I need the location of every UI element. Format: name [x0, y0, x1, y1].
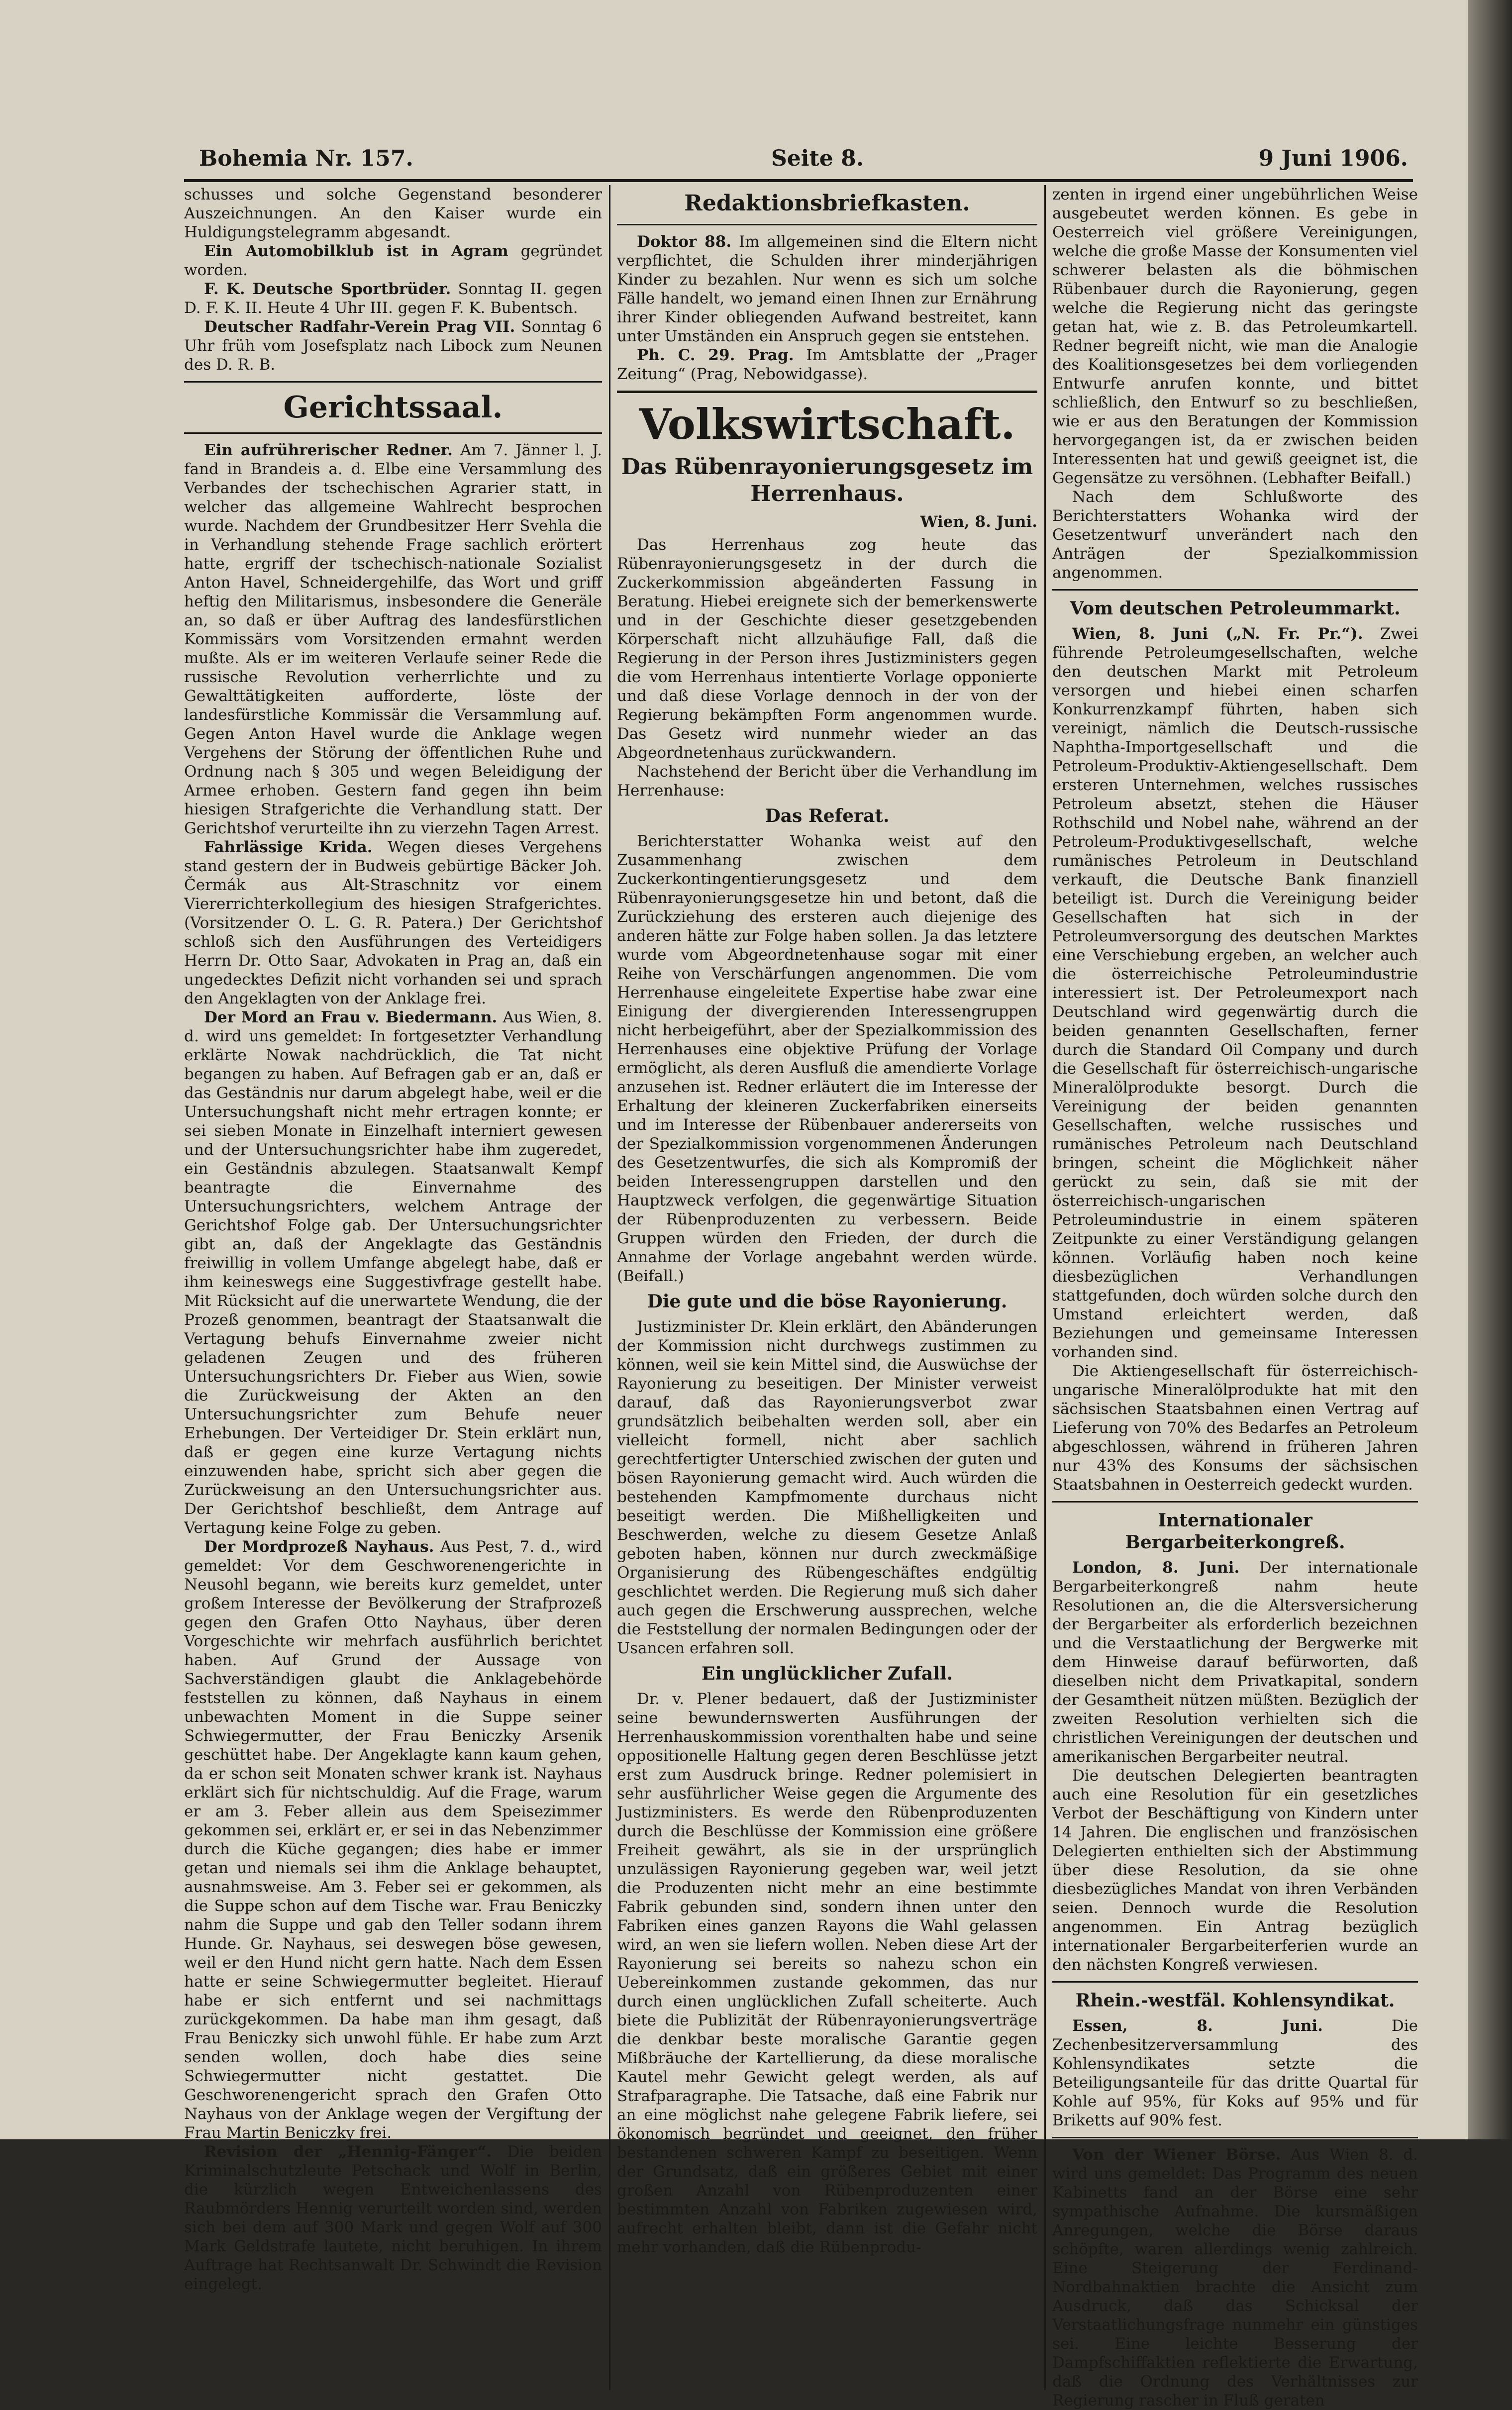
article-text: Sonntag II. gegen D. F. K. II. Heute 4 Uhr III. gegen F. K. Bubentsch.: [184, 280, 603, 317]
section-rule: [1052, 1501, 1418, 1503]
article-text: gegründet worden.: [184, 242, 602, 279]
text-paragraph: schusses und solche Gegenstand besonderer Auszeichnungen. An den Kaiser wurde ein Huldigungstelegramm abgesandt.: [184, 186, 602, 241]
article-text: Wegen dieses Vergehens stand gestern der in Budweis gebürtige Bäcker Joh. Čermák aus Alt-Straschnitz vor einem Viererrichterkollegium des hiesigen Strafgerichtes. (Vorsitzender O. L. G. R. Patera.) Der Gerichtshof schloß sich den Ausführungen des Verteidigers Herrn Dr. Otto Saar, Advokaten in Prag an, daß ein ungedecktes Defizit nicht vorhanden sei und sprach den Angeklagten von der Anklage frei.: [184, 838, 602, 1007]
header-rule: [184, 179, 1413, 182]
dateline: Wien, 8. Juni („N. Fr. Pr.“).: [1072, 625, 1363, 643]
column-divider-2: [1044, 185, 1046, 2390]
dateline: London, 8. Juni.: [1072, 1559, 1240, 1577]
page-edge-shadow: [1468, 0, 1512, 2139]
section-heading-briefkasten: Redaktionsbriefkasten.: [684, 191, 970, 216]
section-rule: [1052, 2137, 1418, 2138]
article-title: Der Mordprozeß Nayhaus.: [204, 1538, 434, 1556]
article-text: Die beiden Kriminalschutzleute Petschack und Wolf in Berlin, die kürzlich wegen Entweichenlassens des Raubmörders Hennig verurteilt worden sind, werden sich bei dem auf 300 Mark und gegen Wolf auf 300 Mark Geldstrafe lautete, nicht beruhigen. In ihrem Auftrage hat Rechtsanwalt Dr. Schwindt die Revision eingelegt.: [184, 2143, 602, 2293]
section-heading-gerichtssaal: Gerichtssaal.: [283, 390, 503, 425]
text-paragraph: Dr. v. Plener bedauert, daß der Justizminister seine bewundernswerten Ausführungen der Herrenhauskommission vorenthalten habe und seine oppositionelle Haltung gegen deren Beschlüsse jetzt erst zum Ausdruck bringe. Redner polemisiert in sehr ausführlicher Weise gegen die Argumente des Justizministers. Es werde den Rübenproduzenten durch die Beschlüsse der Kommission eine größere Freiheit gewährt, als sie in der ursprünglich unzulässigen Rayonierung gegeben war, weil jetzt die Produzenten nicht mehr an eine bestimmte Fabrik gebunden sind, sondern ihnen unter den Fabriken eines ganzen Rayons die Wahl gelassen wird, an wen sie liefern wollen. Neben diese Art der Rayonierung sei bereits so nahezu schon ein Uebereinkommen zustande gekommen, das nur durch einen unglücklichen Zufall scheiterte. Auch biete die Publizität der Rübenrayonierungsverträge die denkbar beste moralische Garantie gegen Mißbräuche der Kartellierung, da diese moralische Kautel mehr Gewicht gelegt werden, als auf Strafparagraphe. Die Tatsache, daß eine Fabrik nur an eine möglichst nahe gelegene Fabrik liefere, sei ökonomisch begründet und geeignet, den früher bestandenen schweren Kampf zu beseitigen. Wenn der Grundsatz, daß ein größeres Gebiet mit einer großen Anzahl von Rübenproduzenten einer bestimmten Anzahl von Fabriken zugewiesen wird, aufrecht erhalten bleibt, dann ist die Gefahr nicht mehr vorhanden, daß die Rübenprodu-: [617, 1690, 1037, 2256]
text-paragraph: Nachstehend der Bericht über die Verhandlung im Herrenhause:: [617, 763, 1037, 800]
column-divider-1: [609, 185, 610, 2390]
subheading: Die gute und die böse Rayonierung.: [647, 1291, 1008, 1312]
article-heading: Internationaler Bergarbeiterkongreß.: [1125, 1510, 1345, 1553]
column-3: [1052, 185, 1418, 2410]
section-rule: [1052, 1981, 1418, 1983]
section-rule: [617, 391, 1037, 393]
article-title: Der Mord an Frau v. Biedermann.: [204, 1008, 498, 1026]
article-title: Fahrlässige Krida.: [204, 838, 373, 856]
article-title: Ein Automobilklub ist in Agram: [204, 242, 508, 260]
article-title: Von der Wiener Börse.: [1072, 2146, 1281, 2164]
article-title: F. K. Deutsche Sportbrüder.: [204, 280, 451, 298]
column-1: [184, 185, 602, 2390]
section-rule: [184, 432, 602, 434]
article-text: Der internationale Bergarbeiterkongreß nahm heute Resolutionen an, die die Altersversicherung der Bergarbeiter als erforderlich bezeichnen und die Verstaatlichung der Bergwerke mit dem Hinweise darauf befürworten, daß dieselben nicht dem Privatkapital, sondern der Gesamtheit nützen müßten. Bezüglich der zweiten Resolution verhielten sich die christlichen Vereinigungen der deutschen und amerikanischen Bergarbeiter neutral.: [1052, 1559, 1418, 1766]
text-paragraph: Die deutschen Delegierten beantragten auch eine Resolution für ein gesetzliches Verbot der Beschäftigung von Kindern unter 14 Jahren. Die englischen und französischen Delegierten enthielten sich der Abstimmung über diese Resolution, da sie ohne diesbezügliches Mandat von ihren Verbänden seien. Dennoch wurde die Resolution angenommen. Ein Antrag bezüglich internationaler Bergarbeiterferien wurde an den nächsten Kongreß verwiesen.: [1052, 1767, 1418, 1974]
text-paragraph: Das Herrenhaus zog heute das Rübenrayonierungsgesetz in der durch die Zuckerkommission abgeänderten Fassung in Beratung. Hiebei ereignete sich der bemerkenswerte und in der Geschichte dieser gesetzgebenden Körperschaft nicht allzuhäufige Fall, daß die Regierung in der Person ihres Justizministers gegen die vom Herrenhaus intentierte Vorlage opponierte und daß diese Vorlage dennoch in der von der Regierung bekämpften Form angenommen wurde. Das Gesetz wird nunmehr wieder an das Abgeordnetenhaus zurückwandern.: [617, 536, 1037, 762]
dateline: Essen, 8. Juni.: [1072, 2017, 1323, 2035]
subheading: Das Referat.: [765, 805, 890, 826]
article-heading: Das Rübenrayonierungsgesetz im Herrenhaus.: [621, 454, 1033, 506]
header-date: 9 Juni 1906.: [1258, 146, 1408, 171]
section-rule: [184, 381, 602, 383]
text-paragraph: Justizminister Dr. Klein erklärt, den Abänderungen der Kommission nicht durchwegs zustimmen zu können, weil sie kein Mittel sind, die Auswüchse der Rayonierung zu beseitigen. Der Minister verweist darauf, daß das Rayonierungsverbot zwar grundsätzlich beibehalten werden soll, aber ein vielleicht formell, nicht aber sachlich gerechtfertigter Unterschied zwischen der guten und bösen Rayonierung gemacht wird. Auch würden die bestehenden Kampfmomente durchaus nicht beseitigt werden. Die Mißhelligkeiten und Beschwerden, welche zu diesem Gesetze Anlaß geboten haben, können nur durch zweckmäßige Organisierung des Rübengeschäftes endgültig geschlichtet werden. Die Regierung muß sich daher auch gegen die Erschwerung aussprechen, welche die Feststellung der normalen Bedingungen oder der Usancen erfahren soll.: [617, 1318, 1037, 1657]
section-heading-volkswirtschaft: Volkswirtschaft.: [639, 400, 1015, 449]
text-paragraph: Nach dem Schlußworte des Berichterstatters Wohanka wird der Gesetzentwurf unverändert nach den Anträgen der Spezialkommission angenommen.: [1052, 488, 1418, 582]
article-title: Revision der „Hennig-Fänger“.: [204, 2143, 492, 2161]
subheading: Ein unglücklicher Zufall.: [701, 1663, 953, 1684]
article-title: Deutscher Radfahr-Verein Prag VII.: [204, 318, 515, 336]
article-text: Aus Wien 8. d. wird uns gemeldet: Das Programm des neuen Kabinetts fand an der Börse eine sehr sympathische Aufnahme. Die kursmäßigen Anregungen, welche die Börse daraus schöpfte, waren allerdings wenig zahlreich. Eine Steigerung der Ferdinand-Nordbahnaktien brachte die Ansicht zum Ausdruck, daß das Schicksal der Verstaatlichungsfrage nunmehr ein günstiges sei. Eine leichte Besserung der Dampfschiffaktien reflektierte die Erwartung, daß die Ordnung des Verhältnisses zur Regierung rascher in Fluß geraten: [1052, 2146, 1418, 2410]
section-rule: [1052, 589, 1418, 591]
text-paragraph: Die Aktiengesellschaft für österreichisch-ungarische Mineralölprodukte hat mit den sächsischen Staatsbahnen einen Vertrag auf Lieferung von 70% des Bedarfes an Petroleum abgeschlossen, während in früheren Jahren nur 43% des Konsums der sächsischen Staatsbahnen in Oesterreich gedeckt wurden.: [1052, 1362, 1418, 1494]
article-heading: Vom deutschen Petroleummarkt.: [1070, 598, 1401, 619]
page-header: [184, 142, 1413, 182]
article-title: Ph. C. 29. Prag.: [637, 346, 794, 364]
article-text: Die Zechenbesitzerversammlung des Kohlensyndikates setzte die Beteiligungsanteile für das dritte Quartal für Kohle auf 95%, für Koks auf 95% und für Briketts auf 90% fest.: [1052, 2017, 1418, 2129]
article-title: Doktor 88.: [637, 233, 732, 251]
header-newspaper-number: Bohemia Nr. 157.: [199, 146, 413, 171]
article-heading: Rhein.-westfäl. Kohlensyndikat.: [1075, 1990, 1395, 2011]
column-2: [617, 185, 1037, 2390]
section-rule: [617, 224, 1037, 225]
text-paragraph: Berichterstatter Wohanka weist auf den Zusammenhang zwischen dem Zuckerkontingentierungsgesetz und dem Rübenrayonierungsgesetze hin und betont, daß die Zurückziehung des ersteren auch diejenige des anderen hätte zur Folge haben sollen. Ja das letztere wurde vom Abgeordnetenhause sogar mit einer Reihe von Verschärfungen angenommen. Die vom Herrenhause eingeleitete Expertise habe zwar eine Einigung der divergierenden Interessengruppen nicht herbeigeführt, aber der Spezialkommission des Herrenhauses eine objektive Prüfung der Vorlage ermöglicht, als deren Ausfluß die amendierte Vorlage anzusehen ist. Redner erläutert die im Interesse der Erhaltung der kleineren Zuckerfabriken einerseits und im Interesse der Rübenbauer andererseits von der Spezialkommission vorgenommenen Änderungen des Gesetzentwurfes, die sich als Kompromiß der beiden Interessengruppen darstellen und den Hauptzweck verfolgen, die gegenwärtige Situation der Rübenproduzenten zu verbessern. Beide Gruppen würden den Frieden, der durch die Annahme der Vorlage angebahnt werden würde. (Beifall.): [617, 832, 1037, 1285]
article-text: Aus Pest, 7. d., wird gemeldet: Vor dem Geschworenengerichte in Neusohl begann, wie bereits kurz gemeldet, unter großem Interesse der Bevölkerung der Strafprozeß gegen den Grafen Otto Nayhaus, über deren Vorgeschichte wir mehrfach ausführlich berichtet haben. Auf Grund der Aussage von Sachverständigen glaubt die Anklagebehörde feststellen zu können, daß Nayhaus in einem unbewachten Moment in die Suppe seiner Schwiegermutter, der Frau Beniczky Arsenik geschüttet habe. Der Angeklagte kann kaum gehen, da er schon seit Monaten schwer krank ist. Nayhaus erklärt sich für nichtschuldig. Auf die Frage, warum er am 3. Feber allein aus dem Speisezimmer gekommen sei, erklärt er, er sei in das Nebenzimmer durch die Küche gegangen; dies habe er immer getan und niemals sei ihm die Anklage behauptet, ausnahmsweise. Am 3. Feber sei er gekommen, als die Suppe schon auf dem Tische war. Frau Beniczky nahm die Suppe und gab den Teller sodann ihrem Hunde. Gr. Nayhaus, sei deswegen böse gewesen, weil er den Hund nicht gern hatte. Nach dem Essen hatte er seine Schwiegermutter begleitet. Hierauf habe er sich entfernt und sei nachmittags zurückgekommen. Da habe man ihm gesagt, daß Frau Beniczky sich unwohl fühle. Er habe zum Arzt senden wollen, doch habe dies seine Schwiegermutter nicht gestattet. Die Geschworenengericht sprach den Grafen Otto Nayhaus von der Anklage wegen der Vergiftung der Frau Martin Beniczky frei.: [184, 1538, 602, 2142]
article-title: Ein aufrührerischer Redner.: [204, 441, 453, 459]
article-text: Im allgemeinen sind die Eltern nicht verpflichtet, die Schulden ihrer minderjährigen Kinder zu bezahlen. Nur wenn es sich um solche Fälle handelt, wo jemand einen Ihnen zur Ernährung ihrer Kinder obliegenden Aufwand bestreitet, kann unter Umständen ein Anspruch gegen sie entstehen.: [617, 233, 1038, 345]
article-text: Zwei führende Petroleumgesellschaften, welche den deutschen Markt mit Petroleum versorgen und hiebei einen scharfen Konkurrenzkampf führten, haben sich vereinigt, nämlich die Deutsch-russische Naphtha-Importgesellschaft und die Petroleum-Produktiv-Aktiengesellschaft. Dem ersteren Unternehmen, welches russisches Petroleum absetzt, stehen die Häuser Rothschild und Nobel nahe, während an der Petroleum-Produktivgesellschaft, welche rumänisches Petroleum in Deutschland verkauft, die Deutsche Bank finanziell beteiligt ist. Durch die Vereinigung beider Gesellschaften hat sich in der Petroleumversorgung des deutschen Marktes eine Verschiebung ergeben, an welcher auch die österreichische Petroleumindustrie interessiert ist. Der Petroleumexport nach Deutschland wird gegenwärtig durch die beiden genannten Gesellschaften, ferner durch die Standard Oil Company und durch die Gesellschaft für österreichisch-ungarische Mineralölprodukte besorgt. Durch die Vereinigung der beiden genannten Gesellschaften, welche russisches und rumänisches Petroleum nach Deutschland bringen, scheint die Möglichkeit näher gerückt zu sein, daß sie mit der österreichisch-ungarischen Petroleumindustrie in einem späteren Zeitpunkte zu einer Verständigung gelangen können. Vorläufig haben noch keine diesbezüglichen Verhandlungen stattgefunden, doch würden solche durch den Umstand erleichtert werden, daß Beziehungen und gemeinsame Interessen vorhanden sind.: [1052, 625, 1418, 1361]
header-page-number: Seite 8.: [771, 146, 864, 171]
article-text: Am 7. Jänner l. J. fand in Brandeis a. d. Elbe eine Versammlung des Verbandes der tschechischen Agrarier statt, in welcher das allgemeine Wahlrecht besprochen wurde. Nachdem der Grundbesitzer Herr Svehla die in Verhandlung stehende Frage sachlich erörtert hatte, ergriff der tschechisch-nationale Sozialist Anton Havel, Schneidergehilfe, das Wort und griff heftig den Militarismus, insbesondere die Generäle an, so daß er über Auftrag des landesfürstlichen Kommissärs vom Vorsitzenden ermahnt werden mußte. Als er im weiteren Verlaufe seiner Rede die russische Revolution verherrlichte und zu Gewalttätigkeiten aufforderte, löste der landesfürstliche Kommissär die Versammlung auf. Gegen Anton Havel wurde die Anklage wegen Vergehens der Störung der öffentlichen Ruhe und Ordnung nach § 305 und wegen Beleidigung der Armee erhoben. Gestern fand gegen ihn beim hiesigen Strafgerichte die Verhandlung statt. Der Gerichtshof verurteilte ihn zu vierzehn Tagen Arrest.: [184, 441, 602, 837]
article-text: Aus Wien, 8. d. wird uns gemeldet: In fortgesetzter Verhandlung erklärte Nowak nachdrücklich, die Tat nicht begangen zu haben. Auf Befragen gab er an, daß er das Geständnis nur darum abgelegt habe, weil er die Untersuchungshaft nicht mehr ertragen konnte; er sei sieben Monate in Einzelhaft interniert gewesen und der Untersuchungsrichter habe ihm zugeredet, ein Geständnis abzulegen. Staatsanwalt Kempf beantragte die Einvernahme des Untersuchungsrichters, welchem Antrage der Gerichtshof Folge gab. Der Untersuchungsrichter gibt an, daß der Angeklagte das Geständnis freiwillig in vollem Umfange abgelegt habe, daß er ihm keineswegs eine Suggestivfrage gestellt habe. Mit Rücksicht auf die unerwartete Wendung, die der Prozeß genommen, beantragt der Staatsanwalt die Vertagung behufs Einvernahme zweier nicht geladenen Zeugen und des früheren Untersuchungsrichters Dr. Fieber aus Wien, sowie die Zurückweisung der Akten an den Untersuchungsrichter zum Behufe neuer Erhebungen. Der Verteidiger Dr. Stein erklärt nun, daß er gegen eine kurze Vertagung nichts einzuwenden habe, spricht sich aber gegen die Zurückweisung an den Untersuchungsrichter aus. Der Gerichtshof beschließt, dem Antrage auf Vertagung keine Folge zu geben.: [184, 1008, 603, 1537]
dateline: Wien, 8. Juni.: [920, 513, 1037, 531]
article-text: Im Amtsblatte der „Prager Zeitung“ (Prag, Nebowidgasse).: [617, 346, 1038, 383]
article-text: Sonntag 6 Uhr früh vom Josefsplatz nach Libock zum Neunen des D. R. B.: [184, 318, 602, 374]
text-paragraph: zenten in irgend einer ungebührlichen Weise ausgebeutet werden können. Es gebe in Oesterreich viel größere Vereinigungen, welche die große Masse der Konsumenten viel schwerer belasten als die böhmischen Rübenbauer durch die Rayonierung, gegen welche die Regierung nicht das geringste getan hat, wie z. B. das Petroleumkartell. Redner begreift nicht, wie man die Analogie des Koalitionsgesetzes bei dem vorliegenden Entwurfe anrufen konnte, und bittet schließlich, den Entwurf so zu beschließen, wie er aus den Beratungen der Kommission hervorgegangen ist, da er zwischen beiden Interessenten hat und gewiß geeignet ist, die Gegensätze zu versöhnen. (Lebhafter Beifall.): [1052, 186, 1418, 487]
